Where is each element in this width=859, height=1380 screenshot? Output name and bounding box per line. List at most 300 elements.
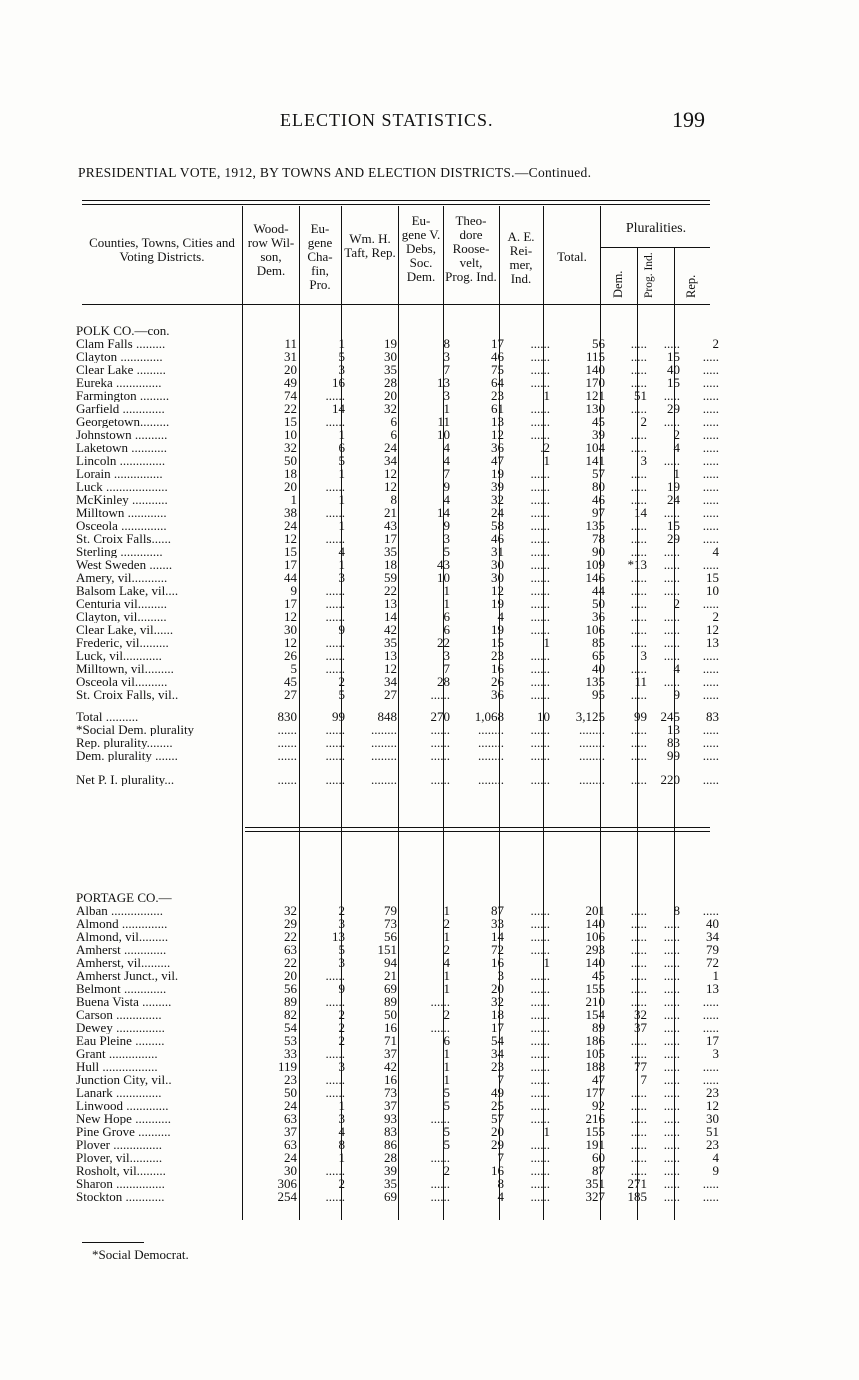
vote-cell: 87 [491, 904, 504, 917]
vote-cell: ........ [478, 773, 504, 786]
table-row [76, 506, 721, 519]
place-name: Amherst, vil......... [76, 956, 171, 969]
vote-cell: ..... [630, 904, 647, 917]
vote-cell: 89 [384, 995, 397, 1008]
place-name: Osceola vil.......... [76, 675, 168, 688]
vote-cell: 89 [284, 995, 297, 1008]
vote-cell: 34 [491, 1047, 504, 1060]
plurality-row [76, 736, 721, 749]
vote-cell: 3 [497, 969, 504, 982]
total-rule-2 [245, 831, 710, 832]
vote-cell: 1 [338, 337, 345, 350]
vote-cell: 3 [443, 532, 450, 545]
vote-cell: 351 [585, 1177, 605, 1190]
vote-cell: 50 [592, 597, 605, 610]
vote-cell: 13 [384, 597, 397, 610]
vote-cell: ...... [530, 969, 550, 982]
vote-cell: ...... [530, 402, 550, 415]
vote-cell: 31 [491, 545, 504, 558]
vote-cell: 3 [443, 649, 450, 662]
vote-cell: 2 [338, 1008, 345, 1021]
vote-cell: 36 [491, 688, 504, 701]
vote-cell: ..... [702, 1073, 719, 1086]
vote-cell: 13 [706, 636, 719, 649]
vote-cell: ........ [478, 736, 504, 749]
vote-cell: ...... [430, 1021, 450, 1034]
vote-cell: ...... [530, 623, 550, 636]
place-name: New Hope ........... [76, 1112, 171, 1125]
vote-cell: 4 [338, 1125, 345, 1138]
place-name: Clear Lake, vil...... [76, 623, 174, 636]
vote-cell: 1 [443, 1047, 450, 1060]
vote-cell: 2 [443, 1008, 450, 1021]
vote-cell: ...... [530, 337, 550, 350]
place-name: Clam Falls ......... [76, 337, 166, 350]
vote-cell: 7 [640, 1073, 647, 1086]
table-row [76, 904, 721, 917]
vote-cell: 12 [706, 623, 719, 636]
vote-cell: 5 [290, 662, 297, 675]
vote-cell: ..... [630, 597, 647, 610]
vote-cell: 1 [338, 493, 345, 506]
table-row [76, 1112, 721, 1125]
vote-cell: ..... [702, 480, 719, 493]
place-name: Lincoln .............. [76, 454, 166, 467]
vote-cell: 46 [491, 350, 504, 363]
vote-cell: 30 [384, 350, 397, 363]
vote-cell: ..... [630, 350, 647, 363]
vote-cell: 19 [491, 597, 504, 610]
vote-cell: 34 [706, 930, 719, 943]
vote-cell: ..... [663, 649, 680, 662]
vote-cell: 16 [491, 1164, 504, 1177]
vote-cell: ...... [530, 649, 550, 662]
vote-cell: 17 [706, 1034, 719, 1047]
vote-cell: 29 [284, 917, 297, 930]
vote-cell: ..... [702, 904, 719, 917]
vote-cell: 306 [277, 1177, 297, 1190]
footnote-rule [82, 1242, 144, 1243]
place-name: Pine Grove .......... [76, 1125, 171, 1138]
vote-cell: 16 [384, 1021, 397, 1034]
vote-cell: 34 [384, 675, 397, 688]
vote-cell: ...... [530, 519, 550, 532]
vote-cell: 63 [284, 1138, 297, 1151]
vote-cell: 60 [592, 1151, 605, 1164]
vote-cell: 29 [491, 1138, 504, 1151]
vote-cell: 3 [338, 956, 345, 969]
vote-cell: 44 [284, 571, 297, 584]
vote-cell: 33 [284, 1047, 297, 1060]
place-name: Clayton ............. [76, 350, 163, 363]
vote-cell: ..... [630, 956, 647, 969]
vote-cell: ...... [530, 415, 550, 428]
vote-cell: ..... [663, 675, 680, 688]
table-row [76, 1177, 721, 1190]
vote-cell: ..... [663, 337, 680, 350]
place-name: Junction City, vil.. [76, 1073, 172, 1086]
plurality-row [76, 723, 721, 736]
vote-cell: 1 [338, 467, 345, 480]
vote-cell: ..... [630, 428, 647, 441]
vote-cell: ..... [630, 623, 647, 636]
vote-cell: 12 [384, 662, 397, 675]
table-row [76, 480, 721, 493]
vote-cell: ...... [325, 723, 345, 736]
vote-cell: ..... [663, 623, 680, 636]
vote-cell: ...... [325, 1164, 345, 1177]
vote-cell: ..... [630, 571, 647, 584]
place-name: Rep. plurality........ [76, 736, 173, 749]
table-row [76, 454, 721, 467]
vote-cell: 9 [673, 688, 680, 701]
vote-cell: *13 [627, 558, 647, 571]
vote-cell: ..... [702, 662, 719, 675]
vote-cell: 36 [491, 441, 504, 454]
portage-rows [76, 904, 721, 1203]
table-row [76, 675, 721, 688]
vote-cell: 188 [585, 1060, 605, 1073]
vote-cell: 8 [497, 1177, 504, 1190]
vote-cell: 2 [443, 917, 450, 930]
vote-cell: ........ [579, 723, 605, 736]
vote-cell: 119 [277, 1060, 297, 1073]
vote-cell: ..... [663, 943, 680, 956]
vote-cell: ...... [530, 675, 550, 688]
top-rule-2 [82, 204, 710, 205]
vote-cell: ...... [277, 723, 297, 736]
vote-cell: ..... [702, 428, 719, 441]
vote-cell: 15 [667, 376, 680, 389]
vote-cell: 35 [384, 636, 397, 649]
vote-cell: 140 [585, 956, 605, 969]
table-subtitle: PRESIDENTIAL VOTE, 1912, BY TOWNS AND ELECTION DISTRICTS.—Continued. [78, 165, 592, 180]
vote-cell: 3 [338, 917, 345, 930]
vote-cell: ..... [663, 930, 680, 943]
vote-cell: 4 [443, 441, 450, 454]
place-name: Carson .............. [76, 1008, 162, 1021]
vote-cell: ...... [530, 1008, 550, 1021]
vote-cell: 15 [667, 519, 680, 532]
vote-cell: 26 [284, 649, 297, 662]
vote-cell: 13 [437, 376, 450, 389]
vote-cell: 51 [634, 389, 647, 402]
vote-cell: 99 [332, 710, 345, 723]
polk-county-table [76, 324, 721, 786]
vote-cell: 10 [284, 428, 297, 441]
vote-cell: 20 [491, 1125, 504, 1138]
vote-cell: 220 [660, 773, 680, 786]
vote-cell: ...... [530, 749, 550, 762]
vote-cell: 44 [592, 584, 605, 597]
vote-cell: 170 [585, 376, 605, 389]
vote-cell: 1 [543, 454, 550, 467]
vote-cell: 17 [491, 337, 504, 350]
vote-cell: 4 [443, 454, 450, 467]
vote-cell: .2 [540, 441, 550, 454]
vote-cell: 15 [706, 571, 719, 584]
table-row [76, 558, 721, 571]
plurality-row [76, 749, 721, 762]
table-row [76, 389, 721, 402]
vote-cell: ...... [430, 773, 450, 786]
vote-cell: ..... [663, 1190, 680, 1203]
vote-cell: 8 [390, 493, 397, 506]
vote-cell: 185 [627, 1190, 647, 1203]
vote-cell: ..... [663, 1112, 680, 1125]
vote-cell: 130 [585, 402, 605, 415]
vote-cell: ..... [702, 532, 719, 545]
vote-cell: 24 [284, 1151, 297, 1164]
vote-cell: 11 [634, 675, 647, 688]
vote-cell: 35 [384, 363, 397, 376]
table-row [76, 982, 721, 995]
vote-cell: 36 [592, 610, 605, 623]
table-row [76, 467, 721, 480]
vote-cell: 8 [443, 337, 450, 350]
vote-cell: ..... [630, 1164, 647, 1177]
vote-cell: 80 [592, 480, 605, 493]
vote-cell: 69 [384, 982, 397, 995]
top-rule [82, 200, 710, 201]
table-row [76, 428, 721, 441]
vote-cell: 20 [384, 389, 397, 402]
vote-cell: ..... [630, 532, 647, 545]
vote-cell: 5 [338, 454, 345, 467]
vote-cell: 3 [640, 649, 647, 662]
vote-cell: ...... [530, 1021, 550, 1034]
vote-cell: ...... [530, 688, 550, 701]
vote-cell: ..... [702, 454, 719, 467]
vote-cell: 83 [384, 1125, 397, 1138]
vote-cell: 23 [491, 1060, 504, 1073]
vote-cell: ..... [630, 917, 647, 930]
place-name: Luck ................... [76, 480, 168, 493]
vote-cell: 13 [332, 930, 345, 943]
vote-cell: ..... [630, 723, 647, 736]
vote-cell: ..... [663, 1125, 680, 1138]
vote-cell: ........ [579, 736, 605, 749]
vote-cell: 30 [284, 623, 297, 636]
vote-cell: ...... [530, 1151, 550, 1164]
county-heading: PORTAGE CO.— [76, 891, 172, 904]
vote-cell: ..... [630, 1112, 647, 1125]
vote-cell: 30 [491, 571, 504, 584]
vote-cell: 141 [585, 454, 605, 467]
vote-cell: ...... [325, 636, 345, 649]
vote-cell: ..... [663, 1021, 680, 1034]
vote-cell: 201 [585, 904, 605, 917]
vote-cell: 46 [592, 493, 605, 506]
place-name: Amery, vil........... [76, 571, 168, 584]
place-name: Laketown ........... [76, 441, 167, 454]
place-name: *Social Dem. plurality [76, 723, 195, 736]
vote-cell: 3 [443, 350, 450, 363]
vote-cell: ..... [702, 558, 719, 571]
vote-cell: ..... [702, 1060, 719, 1073]
vote-cell: 63 [284, 943, 297, 956]
vote-cell: 6 [443, 1034, 450, 1047]
vote-cell: ..... [663, 545, 680, 558]
vote-cell: 14 [384, 610, 397, 623]
vote-cell: 1 [290, 493, 297, 506]
vote-cell: 12 [384, 467, 397, 480]
vote-cell: ...... [530, 428, 550, 441]
vote-cell: 22 [284, 930, 297, 943]
vote-cell: 32 [491, 493, 504, 506]
vote-cell: 19 [491, 623, 504, 636]
vote-cell: 1 [543, 1125, 550, 1138]
place-name: Georgetown......... [76, 415, 170, 428]
vote-cell: 39 [384, 1164, 397, 1177]
vote-cell: 15 [284, 545, 297, 558]
vote-cell: 1 [338, 428, 345, 441]
vote-cell: ..... [663, 636, 680, 649]
vote-cell: 71 [384, 1034, 397, 1047]
place-name: Grant ............... [76, 1047, 158, 1060]
vote-cell: ..... [663, 1086, 680, 1099]
place-name: Lorain ............... [76, 467, 163, 480]
vote-cell: ...... [325, 1190, 345, 1203]
vote-cell: ...... [530, 943, 550, 956]
header-chafin: Eu-gene Cha-fin, Pro. [307, 221, 333, 292]
vote-cell: ...... [530, 506, 550, 519]
table-row [76, 688, 721, 701]
vote-cell: 327 [585, 1190, 605, 1203]
vote-cell: ..... [702, 519, 719, 532]
vote-cell: 104 [585, 441, 605, 454]
spacer-row [76, 701, 721, 710]
vote-cell: ...... [430, 749, 450, 762]
vote-cell: 22 [284, 956, 297, 969]
vote-cell: 82 [284, 1008, 297, 1021]
vote-cell: 37 [384, 1047, 397, 1060]
vote-cell: 35 [384, 545, 397, 558]
vote-cell: 7 [443, 662, 450, 675]
vote-cell: 293 [585, 943, 605, 956]
vote-cell: 13 [667, 723, 680, 736]
vote-cell: 4 [712, 545, 719, 558]
vote-cell: ..... [630, 1034, 647, 1047]
vote-cell: 19 [667, 480, 680, 493]
vote-cell: 63 [284, 1112, 297, 1125]
vote-cell: 177 [585, 1086, 605, 1099]
vote-cell: 57 [592, 467, 605, 480]
vote-cell: ...... [430, 1112, 450, 1125]
header-plur-prog: Prog. Ind. [643, 252, 655, 298]
vote-cell: 3 [443, 389, 450, 402]
vote-cell: 15 [491, 636, 504, 649]
place-name: Belmont ............. [76, 982, 167, 995]
vote-cell: ..... [663, 506, 680, 519]
vote-cell: 83 [706, 710, 719, 723]
vote-cell: ...... [530, 363, 550, 376]
place-name: Buena Vista ......... [76, 995, 172, 1008]
vote-cell: 135 [585, 519, 605, 532]
place-name: Plover, vil.......... [76, 1151, 163, 1164]
vote-cell: 40 [592, 662, 605, 675]
vote-cell: 6 [390, 415, 397, 428]
table-row [76, 1060, 721, 1073]
vote-cell: 1 [443, 402, 450, 415]
portage-county-table [76, 891, 721, 1203]
vote-cell: 30 [706, 1112, 719, 1125]
vote-cell: ..... [630, 662, 647, 675]
vote-cell: 42 [384, 1060, 397, 1073]
vote-cell: 1,068 [474, 710, 504, 723]
vote-cell: ...... [430, 1151, 450, 1164]
vote-cell: ..... [630, 1099, 647, 1112]
vote-cell: 106 [585, 930, 605, 943]
vote-cell: 10 [437, 571, 450, 584]
vote-cell: ..... [663, 969, 680, 982]
vote-cell: ..... [663, 571, 680, 584]
vote-cell: 87 [592, 1164, 605, 1177]
vote-cell: 154 [585, 1008, 605, 1021]
table-row [76, 1125, 721, 1138]
table-row [76, 1073, 721, 1086]
vote-cell: ...... [530, 773, 550, 786]
place-name: Lanark .............. [76, 1086, 162, 1099]
vote-cell: 86 [384, 1138, 397, 1151]
vote-cell: 27 [284, 688, 297, 701]
vote-cell: 830 [277, 710, 297, 723]
place-name: Net P. I. plurality... [76, 773, 175, 786]
vote-cell: ...... [530, 1047, 550, 1060]
vote-cell: ..... [663, 1060, 680, 1073]
vote-cell: 56 [384, 930, 397, 943]
vote-cell: 74 [284, 389, 297, 402]
vote-cell: ..... [630, 773, 647, 786]
place-name: West Sweden ....... [76, 558, 173, 571]
vote-cell: ...... [325, 415, 345, 428]
vote-cell: 12 [491, 584, 504, 597]
vote-cell: 1 [338, 558, 345, 571]
vote-cell: 216 [585, 1112, 605, 1125]
vote-cell: ..... [702, 736, 719, 749]
vote-cell: 155 [585, 982, 605, 995]
vote-cell: ..... [663, 1047, 680, 1060]
table-row [76, 1008, 721, 1021]
place-name: Frederic, vil......... [76, 636, 169, 649]
vote-cell: 1 [443, 982, 450, 995]
vote-cell: 14 [634, 506, 647, 519]
vote-cell: ..... [630, 982, 647, 995]
table-row [76, 441, 721, 454]
vote-cell: 4 [443, 956, 450, 969]
vote-cell: ...... [530, 480, 550, 493]
vote-cell: ..... [630, 1125, 647, 1138]
vote-cell: ..... [702, 1190, 719, 1203]
vote-cell: ..... [663, 389, 680, 402]
vote-cell: ..... [663, 584, 680, 597]
vote-cell: ...... [325, 610, 345, 623]
vote-cell: ..... [630, 467, 647, 480]
vote-cell: 3 [338, 363, 345, 376]
vote-cell: ..... [630, 688, 647, 701]
table-row [76, 930, 721, 943]
vote-cell: ..... [702, 350, 719, 363]
vote-cell: ........ [579, 749, 605, 762]
vote-cell: ...... [530, 597, 550, 610]
vote-cell: 1 [543, 389, 550, 402]
vote-cell: ..... [663, 1034, 680, 1047]
vote-cell: 47 [592, 1073, 605, 1086]
vote-cell: 72 [491, 943, 504, 956]
header-plur-dem: Dem. [611, 270, 625, 298]
vote-cell: ...... [530, 1164, 550, 1177]
table-row [76, 623, 721, 636]
